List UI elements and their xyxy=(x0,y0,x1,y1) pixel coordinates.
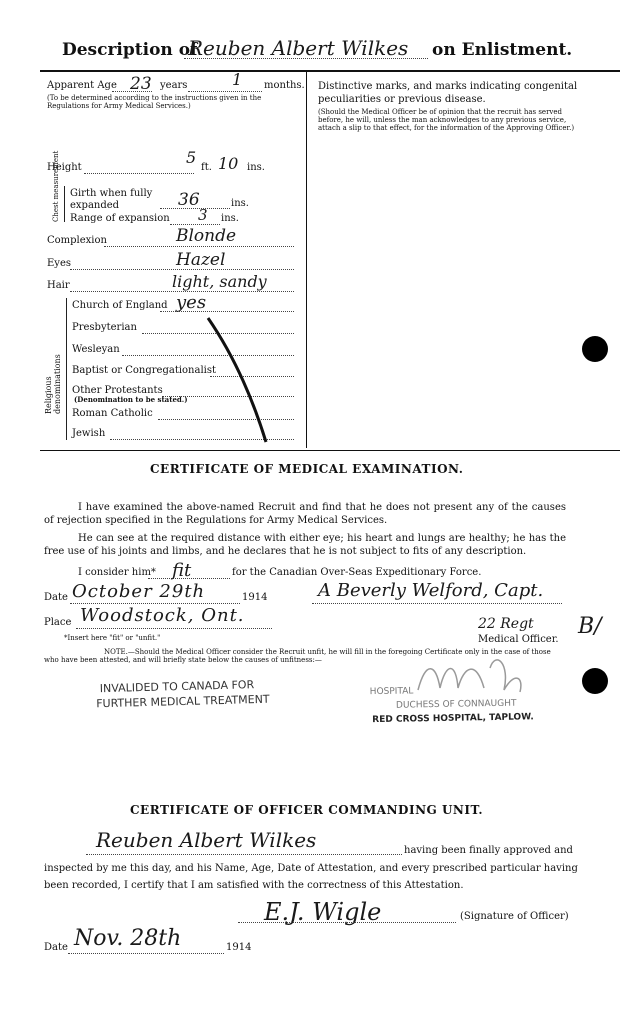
punch-hole xyxy=(582,668,608,694)
commanding-text1: having been finally approved and xyxy=(404,845,573,856)
commanding-title: CERTIFICATE OF OFFICER COMMANDING UNIT. xyxy=(130,803,484,817)
religion-jewish: Jewish xyxy=(72,428,106,439)
ins-word-girth: ins. xyxy=(231,198,249,209)
ins-word-height: ins. xyxy=(247,162,265,173)
religion-value: yes xyxy=(176,292,207,313)
commanding-signature: E.J. Wigle xyxy=(264,898,382,926)
commanding-year: 1914 xyxy=(226,942,252,953)
medical-para1: I have examined the above-named Recruit and find that he does not present any of the causes of rejection specified in the Regulations for Army Medical Services. xyxy=(44,502,566,526)
complexion-label: Complexion xyxy=(47,235,107,246)
consider-suffix: for the Canadian Over-Seas Expeditionary Force. xyxy=(232,567,482,578)
commanding-name-value: Reuben Albert Wilkes xyxy=(96,828,317,852)
girth-label: Girth when fully expanded xyxy=(70,188,153,211)
invalided-stamp xyxy=(96,678,270,711)
hospital-stamp-line3: RED CROSS HOSPITAL, TAPLOW. xyxy=(372,712,534,726)
eyes-label: Eyes xyxy=(47,258,71,269)
regiment-value: 22 Regt xyxy=(478,616,534,632)
medical-officer-label: Medical Officer. xyxy=(478,634,559,645)
commanding-date-value: Nov. 28th xyxy=(74,926,182,951)
consider-prefix: I consider him* xyxy=(78,567,156,578)
age-years-value: 23 xyxy=(130,74,152,94)
invalided-stamp-line2: FURTHER MEDICAL TREATMENT xyxy=(96,692,270,711)
girth-value: 36 xyxy=(178,190,200,210)
column-divider xyxy=(306,70,307,448)
commanding-text2: inspected by me this day, and his Name, Age, Date of Attestation, and every prescribed particular having xyxy=(44,863,578,874)
invalided-stamp-line1: INVALIDED TO CANADA FOR xyxy=(99,678,255,696)
religion-other-protestants: Other Protestants xyxy=(72,385,163,396)
marks-title: Distinctive marks, and marks indicating congenital peculiarities or previous disease. xyxy=(318,81,578,105)
header-prefix: Description of xyxy=(62,40,198,60)
expansion-label: Range of expansion xyxy=(70,213,170,224)
consider-value: fit xyxy=(172,560,192,581)
hair-value: light, sandy xyxy=(172,272,267,291)
signature-label: (Signature of Officer) xyxy=(460,911,569,922)
age-note: (To be determined according to the instructions given in the Regulations for Army Medical Services.) xyxy=(47,94,262,110)
place-label: Place xyxy=(44,617,72,628)
religion-roman-catholic: Roman Catholic xyxy=(72,408,153,419)
hair-label: Hair xyxy=(47,280,70,291)
ft-word: ft. xyxy=(201,162,212,173)
religion-presbyterian: Presbyterian xyxy=(72,322,137,333)
hospital-stamp xyxy=(340,684,534,725)
medical-date-value: October 29th xyxy=(72,581,206,602)
religion-wesleyan: Wesleyan xyxy=(72,344,120,355)
medical-title: CERTIFICATE OF MEDICAL EXAMINATION. xyxy=(150,462,464,476)
religion-baptist: Baptist or Congregationalist xyxy=(72,365,216,376)
age-months-value: 1 xyxy=(232,70,243,89)
ins-word-expansion: ins. xyxy=(221,213,239,224)
religion-church-of-england: Church of England xyxy=(72,300,168,311)
medical-year: 1914 xyxy=(242,592,268,603)
commanding-text3: been recorded, I certify that I am satisfied with the correctness of this Attestation. xyxy=(44,880,464,891)
height-in-value: 10 xyxy=(218,154,239,173)
height-label: Height xyxy=(47,162,82,173)
recruit-name: Reuben Albert Wilkes xyxy=(188,36,409,60)
medical-date-label: Date xyxy=(44,592,68,603)
commanding-date-label: Date xyxy=(44,942,68,953)
marks-note: (Should the Medical Officer be of opinion that the recruit has served before, he will, unless the man acknowledges to any previous service, attach a slip to that effect, for the information of the Approving Officer.) xyxy=(318,108,575,132)
hospital-stamp-line1: HOSPITAL xyxy=(369,686,414,698)
complexion-value: Blonde xyxy=(176,226,237,246)
medical-para2: He can see at the required distance with either eye; his heart and lungs are healthy; he has the free use of his joints and limbs, and he declares that he is not subject to fits of any description. xyxy=(44,533,566,557)
medical-officer-signature: A Beverly Welford, Capt. xyxy=(318,580,544,601)
religion-denomination-note: (Denomination to be stated.) xyxy=(74,395,188,404)
expansion-value: 3 xyxy=(198,206,208,224)
place-value: Woodstock, Ont. xyxy=(80,605,245,626)
age-label: Apparent Age xyxy=(47,80,117,91)
chest-label: Chest measurement xyxy=(52,150,60,222)
eyes-value: Hazel xyxy=(176,250,226,270)
header-suffix: on Enlistment. xyxy=(432,40,573,60)
height-ft-value: 5 xyxy=(186,148,197,167)
years-word: years xyxy=(160,80,188,91)
religion-label: Religious denominations xyxy=(44,354,62,414)
medical-note: NOTE.—Should the Medical Officer consider the Recruit unfit, he will fill in the foregoing Certificate only in the case of those who have been attested, and will briefly state below the causes of unfitness:— xyxy=(44,648,551,664)
hospital-stamp-line2: DUCHESS OF CONNAUGHT xyxy=(395,698,517,711)
footnote: *Insert here "fit" or "unfit." xyxy=(64,634,161,642)
margin-mark: B/ xyxy=(578,614,602,639)
months-word: months. xyxy=(264,80,305,91)
